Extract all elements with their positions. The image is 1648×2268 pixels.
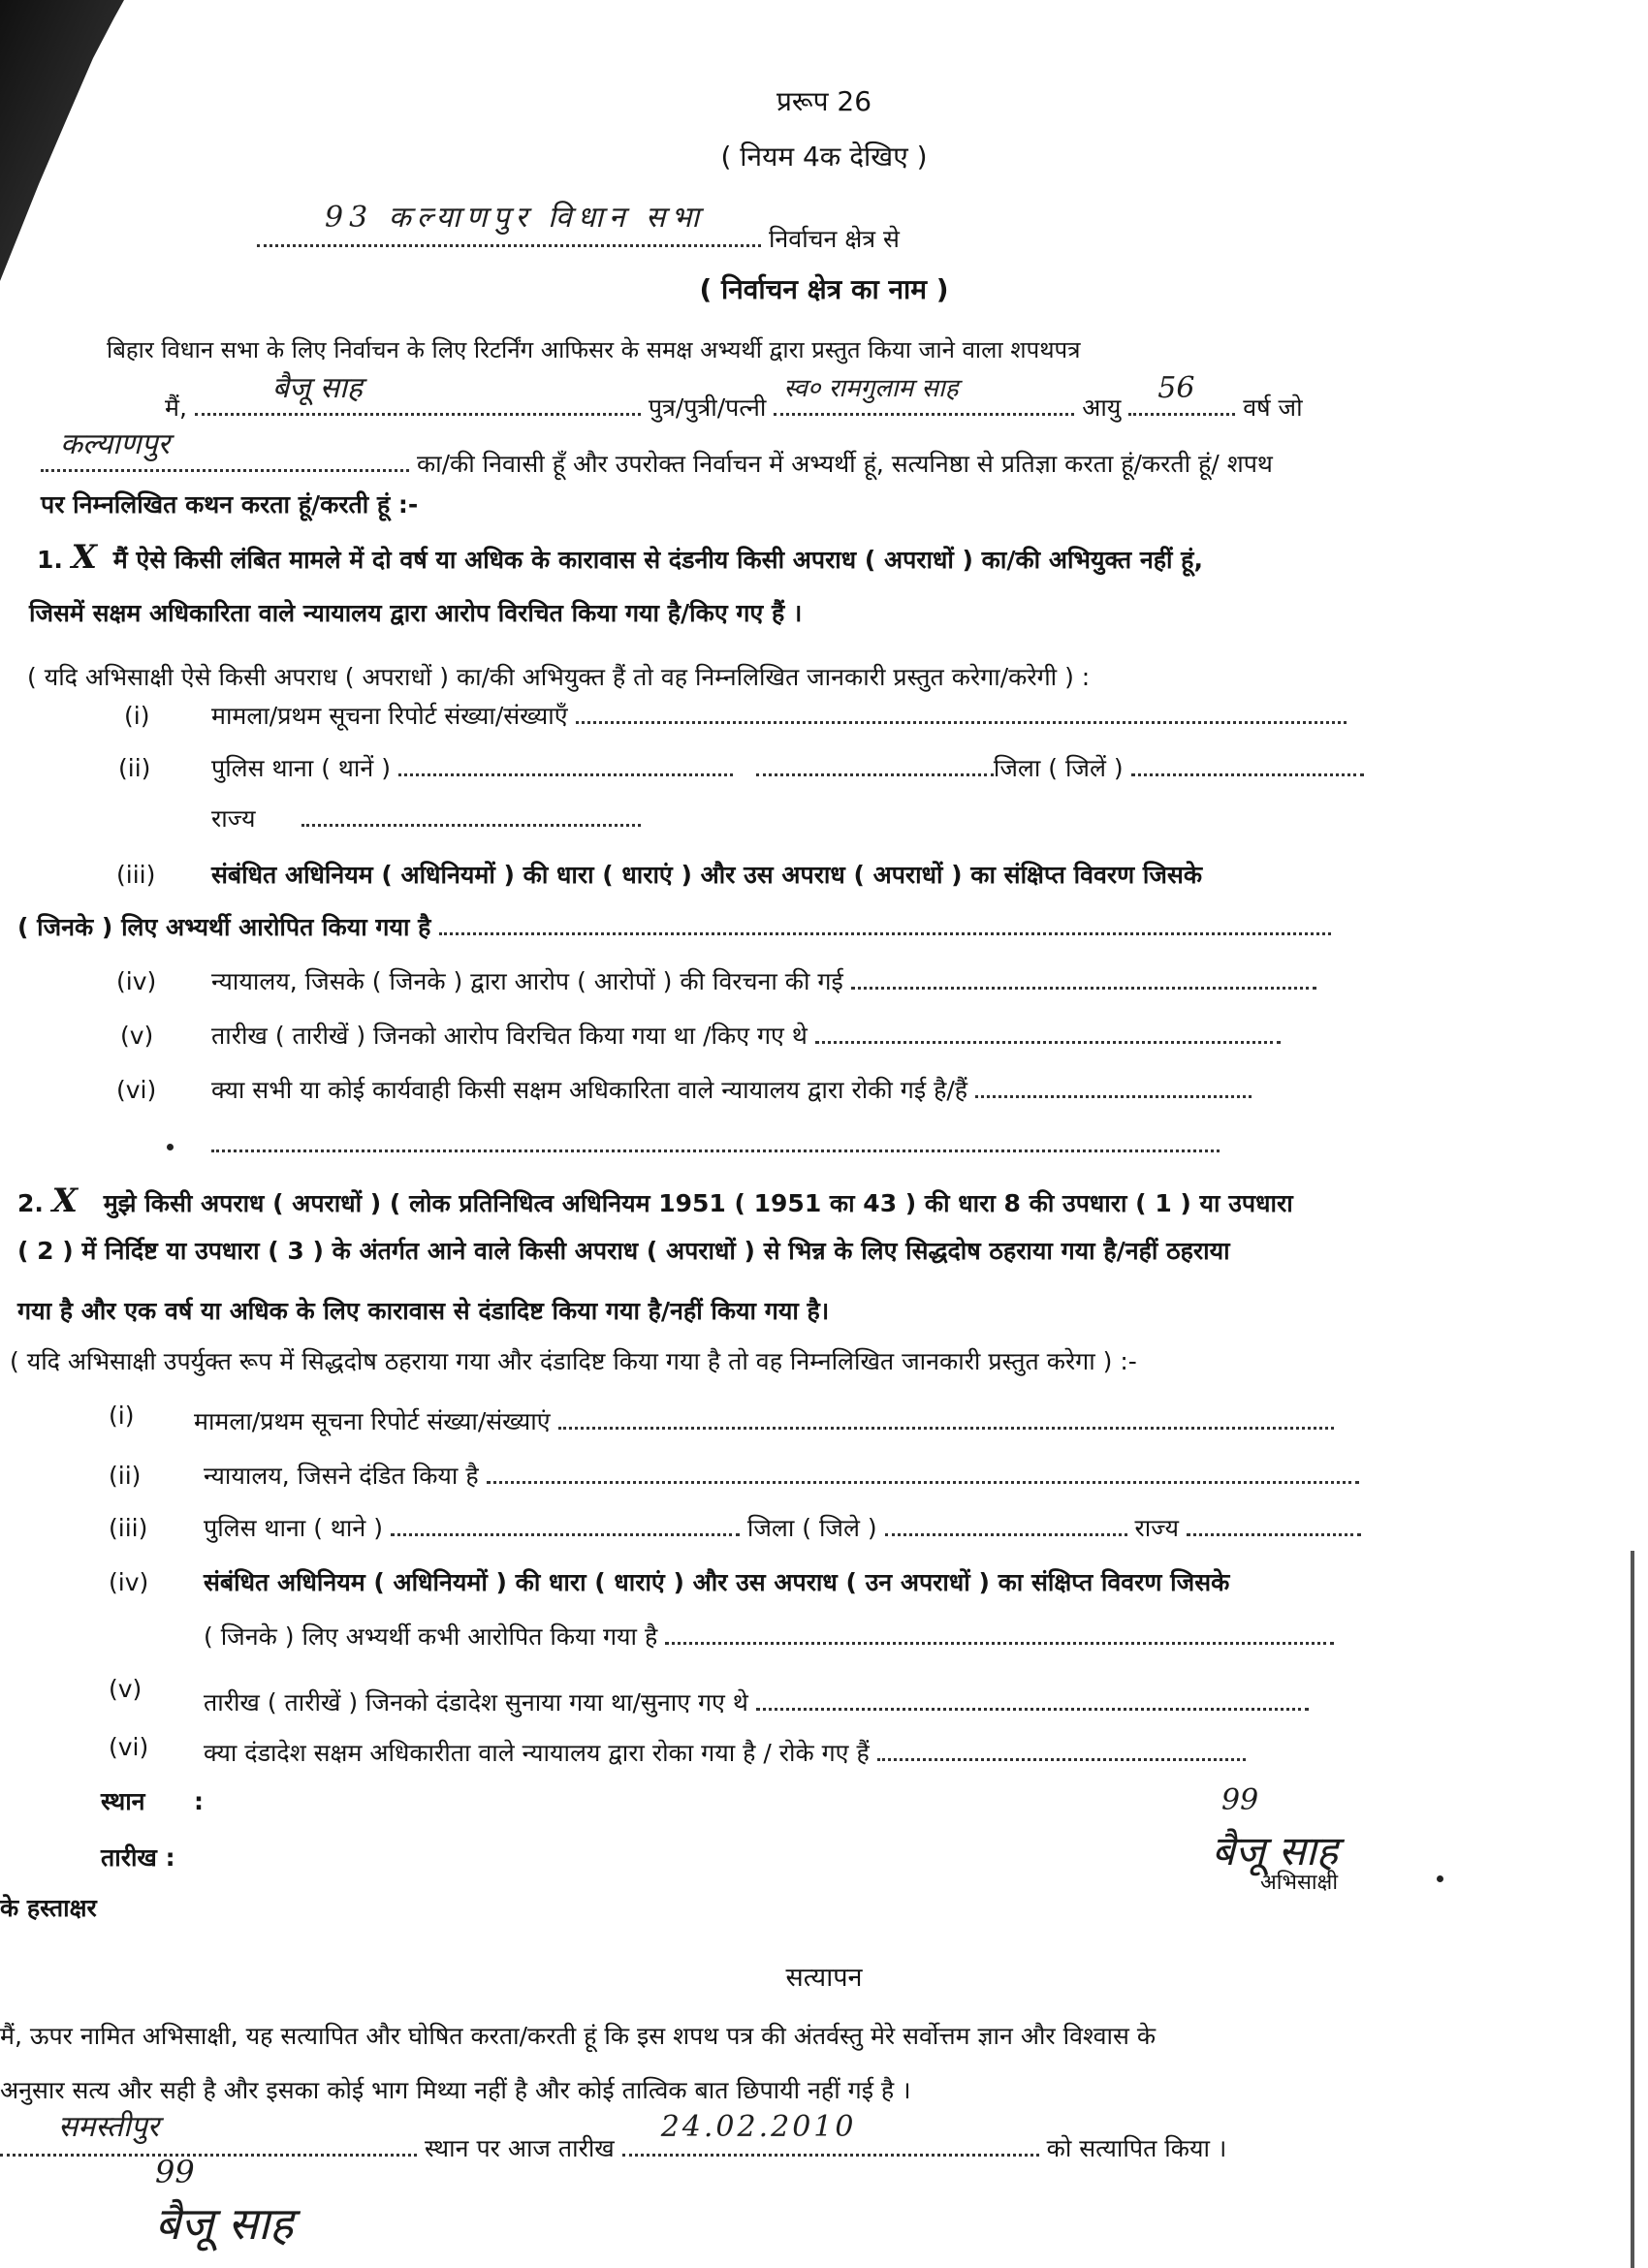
s2-item-i xyxy=(194,1405,1334,1438)
s1-item-v-fill xyxy=(815,1020,1281,1044)
section2-line-2: ( 2 ) में निर्दिष्ट या उपधारा ( 3 ) के अंतर्गत आने वाले किसी अपराध ( अपराधों ) से भिन्न के लिए सिद्धदोष ठहराया गया है/नहीं ठहराया xyxy=(17,1237,1230,1265)
s1-item-i xyxy=(211,700,1347,733)
s1-item-ii-district-fill xyxy=(1131,752,1364,776)
verification-line-1: मैं, ऊपर नामित अभिसाक्षी, यह सत्यापित और घोषित करता/करती हूं कि इस शपथ पत्र की अंतर्वस्तु मेरे सर्वोत्तम ज्ञान और विश्वास के xyxy=(0,2022,1157,2050)
s1-item-i-num: (i) xyxy=(124,702,150,730)
constituency-suffix: निर्वाचन क्षेत्र से xyxy=(768,225,900,253)
section1-statement: मैं ऐसे किसी लंबित मामले में दो वर्ष या अधिक के कारावास से दंडनीय किसी अपराध ( अपराधों ) का/की अभियुक्त नहीं हूं, xyxy=(112,546,1203,574)
s1-item-ii-state-line xyxy=(211,803,641,835)
s1-item-vi-fill-2 xyxy=(211,1128,1220,1152)
section1-number: 1. xyxy=(37,546,63,574)
s2-item-vi-num: (vi) xyxy=(109,1733,149,1761)
s2-item-iv-line-2 xyxy=(204,1621,1334,1654)
s1-item-vi-num: (vi) xyxy=(116,1076,157,1104)
s2-item-iii-text: पुलिस थाना ( थाने ) xyxy=(204,1514,383,1542)
s1-item-v xyxy=(211,1020,1281,1053)
s2-item-iv-text-2: ( जिनके ) लिए अभ्यर्थी कभी आरोपित किया गया है xyxy=(204,1622,658,1651)
address-fill xyxy=(41,427,409,472)
verification-title: सत्यापन xyxy=(785,1963,863,1993)
s1-item-v-num: (v) xyxy=(120,1022,154,1050)
stray-dot xyxy=(167,1144,174,1150)
date-label: तारीख : xyxy=(101,1843,175,1872)
s1-item-ii-fill xyxy=(398,752,733,776)
age-fill xyxy=(1128,371,1235,416)
s2-item-ii-num: (ii) xyxy=(109,1462,142,1490)
s2-item-iv-num: (iv) xyxy=(109,1568,149,1596)
s1-item-v-text: तारीख ( तारीखें ) जिनको आरोप विरचित किया गया था /किए गए थे xyxy=(211,1022,808,1050)
intro-line-2 xyxy=(165,371,1303,425)
s2-item-vi xyxy=(204,1737,1246,1770)
intro-line-3 xyxy=(41,427,1273,481)
age-label: आयु xyxy=(1082,394,1122,422)
section1-line-2: जिसमें सक्षम अधिकारिता वाले न्यायालय द्वारा आरोप विरचित किया गया है/किए गए हैं । xyxy=(29,599,803,627)
constituency-line xyxy=(257,201,900,256)
s2-item-iii-district: जिला ( जिले ) xyxy=(746,1514,877,1542)
main-label: मैं, xyxy=(165,394,187,422)
signature-dot xyxy=(1437,1875,1443,1882)
s1-item-iv-text: न्यायालय, जिसके ( जिनके ) द्वारा आरोप ( आरोपों ) की विरचना की गई xyxy=(211,967,843,995)
s2-item-v-num: (v) xyxy=(109,1675,143,1703)
relation-label: पुत्र/पुत्री/पत्नी xyxy=(648,394,767,422)
s1-item-ii-num: (ii) xyxy=(118,754,151,782)
residence-text: का/की निवासी हूँ और उपरोक्त निर्वाचन में अभ्यर्थी हूं, सत्यनिष्ठा से प्रतिज्ञा करता हूं/करती हूं/ शपथ xyxy=(416,450,1273,478)
s1-item-iii-fill xyxy=(439,911,1331,935)
verification-date-fill xyxy=(622,2110,1039,2157)
s2-item-v xyxy=(204,1686,1309,1719)
father-fill xyxy=(774,374,1074,416)
s1-item-iii-num: (iii) xyxy=(116,861,156,889)
s2-item-i-num: (i) xyxy=(109,1402,135,1430)
form-number: प्ररूप 26 xyxy=(776,85,872,117)
s1-item-ii-district: जिला ( जिलें ) xyxy=(993,754,1124,782)
verified-text: को सत्यापित किया । xyxy=(1046,2134,1227,2162)
verification-signature: बैजू साह xyxy=(155,2197,294,2250)
s1-item-i-fill xyxy=(576,700,1347,724)
intro-line-4: पर निम्नलिखित कथन करता हूं/करती हूं :- xyxy=(41,490,419,519)
s1-item-iii-text-2: ( जिनके ) लिए अभ्यर्थी आरोपित किया गया है xyxy=(17,913,431,941)
intro-line-1: बिहार विधान सभा के लिए निर्वाचन के लिए रिटर्निंग आफिसर के समक्ष अभ्यर्थी द्वारा प्रस्तुत किया जाने वाला शपथपत्र xyxy=(107,336,1081,363)
years-label: वर्ष जो xyxy=(1243,394,1303,422)
constituency-caption: ( निर्वाचन क्षेत्र का नाम ) xyxy=(699,273,949,305)
name-fill xyxy=(195,371,641,416)
s1-item-vi-text: क्या सभी या कोई कार्यवाही किसी सक्षम अधिकारिता वाले न्यायालय द्वारा रोकी गई है/हैं xyxy=(211,1076,968,1104)
section2-cross-mark: X xyxy=(51,1181,79,1220)
s1-item-vi xyxy=(211,1074,1252,1107)
section1-cross-mark: X xyxy=(71,538,98,577)
verification-place-fill xyxy=(0,2110,417,2157)
s2-item-iii-num: (iii) xyxy=(109,1514,148,1542)
section2-line-1 xyxy=(17,1181,1293,1220)
deponent-signature-number: 99 xyxy=(1221,1783,1259,1817)
s1-item-iv xyxy=(211,965,1316,998)
s2-item-iii-fill xyxy=(391,1512,740,1536)
section2-statement: मुझे किसी अपराध ( अपराधों ) ( लोक प्रतिनिधित्व अधिनियम 1951 ( 1951 का 43 ) की धारा 8 की उपधारा ( 1 ) या उपधारा xyxy=(103,1189,1293,1217)
verification-line-2: अनुसार सत्य और सही है और इसका कोई भाग मिथ्या नहीं है और कोई तात्विक बात छिपायी नहीं गई है । xyxy=(0,2076,911,2104)
verification-place-handwritten: समस्तीपुर xyxy=(58,2110,160,2144)
s1-item-i-text: मामला/प्रथम सूचना रिपोर्ट संख्या/संख्याएँ xyxy=(211,702,568,730)
s2-item-vi-fill xyxy=(877,1737,1246,1761)
s1-item-ii-fill-2 xyxy=(756,752,994,776)
scan-edge-line xyxy=(1631,1551,1634,2268)
deponent-signature: बैजू साह xyxy=(1212,1827,1339,1874)
s2-item-v-text: तारीख ( तारीखें ) जिनको दंडादेश सुनाया गया था/सुनाए गए थे xyxy=(204,1688,748,1717)
signature-of-label: के हस्ताक्षर xyxy=(0,1894,97,1922)
s2-item-iv-fill xyxy=(665,1621,1334,1645)
s1-item-vi-line-2 xyxy=(211,1128,1220,1161)
rule-reference: ( नियम 4क देखिए ) xyxy=(720,141,928,173)
constituency-handwritten: 93 कल्याणपुर विधान सभा xyxy=(325,201,706,235)
s1-item-iii-line-2 xyxy=(17,911,1331,944)
s2-item-iii-state-fill xyxy=(1187,1512,1361,1536)
address-handwritten: कल्याणपुर xyxy=(60,427,170,461)
s2-item-ii-fill xyxy=(487,1460,1359,1484)
s2-item-i-text: मामला/प्रथम सूचना रिपोर्ट संख्या/संख्याएं xyxy=(194,1407,551,1435)
section1-line-1 xyxy=(37,538,1203,577)
s1-item-iv-num: (iv) xyxy=(116,967,157,995)
s2-item-v-fill xyxy=(756,1686,1309,1711)
constituency-fill xyxy=(257,201,761,247)
place-colon: : xyxy=(194,1787,204,1815)
verification-date-handwritten: 24.02.2010 xyxy=(660,2110,857,2144)
s2-item-iii xyxy=(204,1512,1361,1545)
verification-place-text: स्थान पर आज तारीख xyxy=(424,2134,615,2162)
s2-item-ii-text: न्यायालय, जिसने दंडित किया है xyxy=(204,1462,479,1490)
age-handwritten: 56 xyxy=(1157,371,1195,405)
s2-item-iii-district-fill xyxy=(885,1512,1127,1536)
s1-item-vi-fill xyxy=(975,1074,1252,1098)
s2-item-vi-text: क्या दंडादेश सक्षम अधिकारीता वाले न्यायालय द्वारा रोका गया है / रोके गए हैं xyxy=(204,1739,870,1767)
s1-item-ii-state: राज्य xyxy=(211,804,256,833)
s1-item-ii xyxy=(211,752,1364,785)
section2-number: 2. xyxy=(17,1189,44,1217)
s1-item-iv-fill xyxy=(851,965,1316,990)
section2-line-3: गया है और एक वर्ष या अधिक के लिए कारावास से दंडादिष्ट किया गया है/नहीं किया गया है। xyxy=(17,1297,830,1325)
deponent-label: अभिसाक्षी xyxy=(1260,1871,1339,1895)
s2-item-i-fill xyxy=(558,1405,1334,1430)
father-handwritten: स्व० रामगुलाम साह xyxy=(783,374,959,403)
s1-item-iii-line-1: संबंधित अधिनियम ( अधिनियमों ) की धारा ( धाराएं ) और उस अपराध ( अपराधों ) का संक्षिप्त विवरण जिसके xyxy=(211,861,1203,889)
place-label: स्थान xyxy=(101,1787,145,1815)
s1-item-ii-state-fill xyxy=(301,803,641,827)
section2-note: ( यदि अभिसाक्षी उपर्युक्त रूप में सिद्धदोष ठहराया गया और दंडादिष्ट किया गया है तो वह निम्नलिखित जानकारी प्रस्तुत करेगा ) :- xyxy=(10,1347,1137,1375)
s1-item-ii-text: पुलिस थाना ( थानें ) xyxy=(211,754,391,782)
s2-item-iv-line-1: संबंधित अधिनियम ( अधिनियमों ) की धारा ( धाराएं ) और उस अपराध ( उन अपराधों ) का संक्षिप्त विवरण जिसके xyxy=(204,1568,1230,1596)
verification-signature-number: 99 xyxy=(155,2154,195,2190)
name-handwritten: बैजू साह xyxy=(271,371,363,405)
s2-item-iii-state: राज्य xyxy=(1134,1514,1180,1542)
section1-note: ( यदि अभिसाक्षी ऐसे किसी अपराध ( अपराधों ) का/की अभियुक्त हैं तो वह निम्नलिखित जानकारी प्रस्तुत करेगा/करेगी ) : xyxy=(27,663,1091,691)
s2-item-ii xyxy=(204,1460,1359,1493)
